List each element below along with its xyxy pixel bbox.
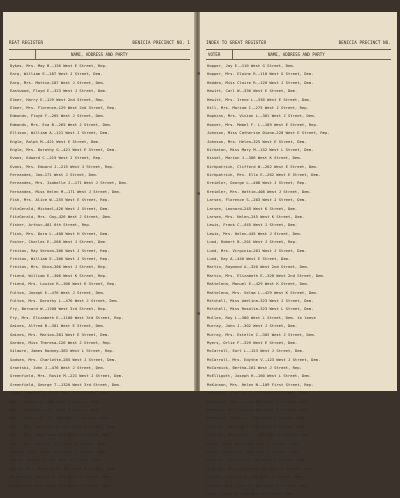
voter-entry: Mattelena, Mrs. Velma L.—429 West K Street, Dem. [207,289,319,295]
voter-entry: Hewitt, Carl W.—330 West E Street, Dem. [207,88,298,94]
voter-entry: McKinnon, Mrs. Helen N.—109 First Street, Rep. [207,381,314,387]
voter-entry: Mitchell, Miss Adeline—323 West J Street, Dem. [207,297,314,303]
voter-entry: Hedden, Miss Claire R.—120 West J Street, Dem. [207,79,314,85]
running-head-precinct: BENICIA PRECINCT NO. [338,40,391,45]
running-head-title: INDEX TO GREAT REGISTER [206,40,267,45]
voter-entry: Hopper, Mrs. Elaine R.—110 West G Street, Dem. [207,71,314,77]
voter-entry: Myers, Orlie F.—329 West E Street, Dem. [207,339,298,345]
voter-entry: Harmon, Mrs. Mabel—416 West J Street, Rep. [10,448,108,454]
voter-entry: Fulton, Mrs. Dorothy L.—476 West J Street, Dem. [10,297,119,303]
voter-entry: Larsen, Florence S.—203 West J Street, Dem. [207,197,307,203]
voter-entry: Elmer, Harry E.—129 West 2nd Street, Rep. [10,96,105,102]
voter-entry: Flink, Mrs. Dora L.—400 West H Street, Dem. [10,230,110,236]
voter-entry: Harry, Harold J.—167 West H Street, Dem. [10,457,103,463]
voter-entry: Johnson, Miss Catherine Diane—220 West E Street, Rep. [207,130,330,136]
voter-entry: Foster, Charles E.—266 West J Street, Dem. [10,239,108,245]
voter-entry: Mattelena, Manuel E.—429 West K Street, Dem. [207,281,309,287]
voter-entry: Larsen, Mrs. Helen—245 West K Street, Dem. [207,214,305,220]
voter-entry: Osborne, Joe Lee M.—203 West J Street, Dem. [207,457,307,463]
voter-entry: Lund, Mrs. Virginia—201 West J Street, Dem. [207,247,307,253]
voter-entry: O'Brien, Mrs. Florence—225 West K Street, Dem. [207,465,314,471]
voter-entry: Earp, Mrs. Mattie—187 West J Street, Dem. [10,79,105,85]
column-divider [232,50,233,59]
voter-entry: Evans, Mrs. Edward J.—215 West J Street, Rep. [10,163,115,169]
voter-list [10,62,190,490]
voter-entry: Fernandes, Joe—171 West J Street, Dem. [10,172,98,178]
voter-entry: Hopkins, Mrs. Vivian L.—301 West J Street, Dem. [207,113,316,119]
voter-entry: Freitas, Mrs. Nina—306 West J Street, Rep. [10,264,108,270]
voter-entry: Fish, Mrs. Alice W.—255 West E Street, Rep. [10,197,110,203]
voter-entry: Fry, Mrs. Elizabeth E.—1100 West 3rd Street, Rep. [10,314,124,320]
voter-entry: Gaines, Mrs. Marion—381 West E Street, Dem. [10,331,110,337]
voter-entry: Kissel, Marion J.—386 West K Street, Dem. [207,155,302,161]
voter-entry: McCarroll, Earl L.—123 West J Street, Dem. [207,348,305,354]
voter-entry: Henderson, Harold E.—325 West E Street, Dem. [10,474,112,480]
voter-entry: Hall, Mrs. Ruth M.—225 West K Street, Dem. [10,440,108,446]
voter-entry: McCarroll, Mrs. Edythe V.—123 West J Street, Dem. [207,356,321,362]
voter-entry: Pate, James W.—330 West K Street, Dem. [207,490,295,496]
open-register-book [0,12,400,496]
voter-entry: Engle, Mrs. Dorothy G.—421 West E Street, Dem. [10,146,117,152]
voter-entry: Garden, Miss Theresa—126 West J Street, Rep. [10,339,112,345]
voter-column-header: VOTER [208,52,221,57]
voter-entry: Gaines, Alfred B.—381 West E Street, Dem. [10,323,105,329]
voter-entry: Olsen, Miss Mary—105 West L Street, Dem. [207,440,300,446]
voter-entry: Kirkpatrick, Mrs. Ella E.—262 West E Street, Dem. [207,172,321,178]
voter-entry: Earp, William E.—187 West J Street, Dem. [10,71,103,77]
voter-entry: Martin, Raymond A.—320 West 2nd Street, Dem. [207,264,309,270]
running-head-precinct: BENICIA PRECINCT NO. 1 [132,40,190,45]
voter-entry: Kirkaton, Miss Mary M.—152 West L Street, Dem. [207,146,314,152]
voter-entry: Friend, William E.—306 West K Street, Rep. [10,272,108,278]
voter-entry: Kreidler, George L.—408 West J Street, Rep. [207,180,307,186]
voter-entry: Mettlen, William C.—360 West E Street, Dem. [207,423,307,429]
voter-entry: Martin, Mrs. Elizabeth E.—320 West 2nd Street, Dem. [207,272,326,278]
voter-entry: Gilmore, James Rodney—383 West L Street, Rep. [10,348,115,354]
voter-entry: Edmonds, Floyd F.—265 West J Street, Dem. [10,113,105,119]
voter-entry: Hall, Justin E. Jr.—201 West J Street, Rep. [10,415,110,421]
voter-entry: Henderson, Mrs. Anne—325 West E Street, Dem. [10,482,112,488]
left-page [3,12,196,488]
voter-entry: Kirkpatrick, Clifford W.—262 West E Street, Dem. [207,163,319,169]
column-divider [35,50,36,59]
running-head [3,40,196,48]
voter-entry: Larsen, Leonard—245 West K Street, Dem. [207,205,298,211]
voter-entry: Hewitt, Mrs. Irene L.—330 West E Street, Dem. [207,96,312,102]
voter-entry: Elmer, Mrs. Florence—129 West 2nd Street, Rep. [10,104,117,110]
voter-entry: Lewis, Frank C.—445 West J Street, Dem. [207,222,298,228]
voter-entry: Fernandes, Mrs. Isabelle J.—171 West J Street, Dem. [10,180,129,186]
voter-entry: Johnson, Mrs. Helen—325 West E Street, Dem. [207,138,307,144]
voter-entry: Murray, Mrs. Estelle C.—302 West J Street, Dem. [207,331,316,337]
voter-entry: FitzGerald, Michael—426 West J Street, Dem. [10,205,110,211]
voter-entry: Hall, Frederick—225 West K Street, Dem. [10,407,101,413]
voter-entry: McMaster, Donald F.—265 West J Street, Dem. [207,415,307,421]
voter-entry: Fulton, Joseph E.—476 West J Street, Dem. [10,289,105,295]
voter-entry: Freitas, William E.—306 West J Street, Rep. [10,255,110,261]
voter-entry: McManus, Mrs. Lorena—262 West E Street, Dem. [207,407,309,413]
right-page [200,12,397,496]
voter-entry: Lund, Robert B.—201 West J Street, Rep. [207,239,298,245]
voter-entry: Parker, Charles B.—262 West J Street, Dem. [207,474,305,480]
voter-entry: Green, Robert H.—1320 West 3rd Street, Rep. [10,390,110,396]
voter-entry: Mettlen, Mrs. Mary J.—360 West E Street, Dem. [207,432,312,438]
voter-entry: Olsen, Albert E.—105 West L Street, Dem. [207,448,300,454]
voter-entry: Eastwood, Floyd E.—323 West J Street, Dem. [10,88,108,94]
voter-entry: Harry, Mrs. Dorothy H.—167 West H Street, Dem. [10,465,117,471]
voter-entry: Ellison, William A.—121 West J Street, Dem. [10,130,110,136]
name-address-party-header: NAME, ADDRESS AND PARTY [268,52,325,57]
voter-entry: Friend, Mrs. Louise R.—306 West K Street, Rep. [10,281,117,287]
voter-list [207,62,391,498]
voter-entry: McElligott, Joseph H.—160 West L Street, Dem. [207,373,312,379]
voter-entry: Greenfield, George T.—1320 West 3rd Street, Dem. [10,381,122,387]
column-header-row [206,49,391,60]
voter-entry: Lewis, Mrs. Helen—445 West J Street, Dem. [207,230,302,236]
voter-entry: McKenzie, Charles A.—295 West H Street, Dem. [207,390,309,396]
voter-entry: Hill, Mrs. Mariam C.—275 West J Street, Rep. [207,104,309,110]
voter-entry: Hall, Edward A.—196 West L Street, Rep. [10,398,101,404]
voter-entry: Parker, Mrs. Lola M.—262 West J Street, Dem. [207,482,309,488]
voter-entry: Fry, Bernard W.—1100 West 3rd Street, Rep. [10,306,108,312]
running-head [200,40,397,48]
voter-entry: Evans, Edward C.—215 West J Street, Rep. [10,155,103,161]
voter-entry: Hall, Mrs. Caroline E.—241 West K Street, Dem. [10,423,117,429]
voter-entry: Kreidler, Mrs. Hattie—408 West J Street, Dem. [207,188,312,194]
column-header-row [9,49,190,60]
voter-entry: McCormick, Bertha—161 West J Street, Rep. [207,365,302,371]
voter-entry: Mullen, Roy L.—380 West L Street, Dem. to leave [207,314,316,320]
voter-entry: Fisher, Arthur—401 6th Street, Rep. [10,222,91,228]
voter-entry: Freitas, Ray Vernon—306 West J Street, Rep. [10,247,110,253]
voter-entry: FitzGerald, Mrs. Gay—426 West J Street, Dem. [10,214,112,220]
name-address-party-header: NAME, ADDRESS AND PARTY [71,52,128,57]
voter-entry: Hall, Mrs. Edna Jane—201 West J Street, Rep. [10,432,112,438]
voter-entry: Grantski, John J.—476 West J Street, Dem. [10,365,105,371]
voter-entry: Lund, Ray A.—440 West E Street, Dem. [207,255,291,261]
voter-entry: Mitchell, Miss Rosalie—323 West L Street, Dem. [207,306,314,312]
voter-entry: Dykes, Mrs. May B.—136 West E Street, Rep. [10,63,108,68]
voter-entry: Hopper, Jay E.—110 West G Street, Dem. [207,63,295,68]
voter-entry: Hoover, Mrs. Mabel F. L.—189 West E Street, Rep. [207,121,319,127]
voter-entry: Godsen, Mrs. Charlotte—285 West J Street, Dem. [10,356,117,362]
voter-entry: Edmonds, Mrs. Eva B.—265 West J Street, Dem. [10,121,112,127]
voter-entry: McKenzie, Mrs. Irene—295 West H Street, Dem. [207,398,309,404]
voter-entry: Murray, John J.—302 West J Street, Dem. [207,323,298,329]
running-head-title: REAT REGISTER [9,40,44,45]
voter-entry: Greenfield, Mrs. Rosie M.—221 West J Street, Dem. [10,373,124,379]
voter-entry: Fernandes, Miss Helen M.—171 West J Street, Dem. [10,188,122,194]
voter-entry: Engle, Ralph M.—421 West E Street, Dem. [10,138,101,144]
